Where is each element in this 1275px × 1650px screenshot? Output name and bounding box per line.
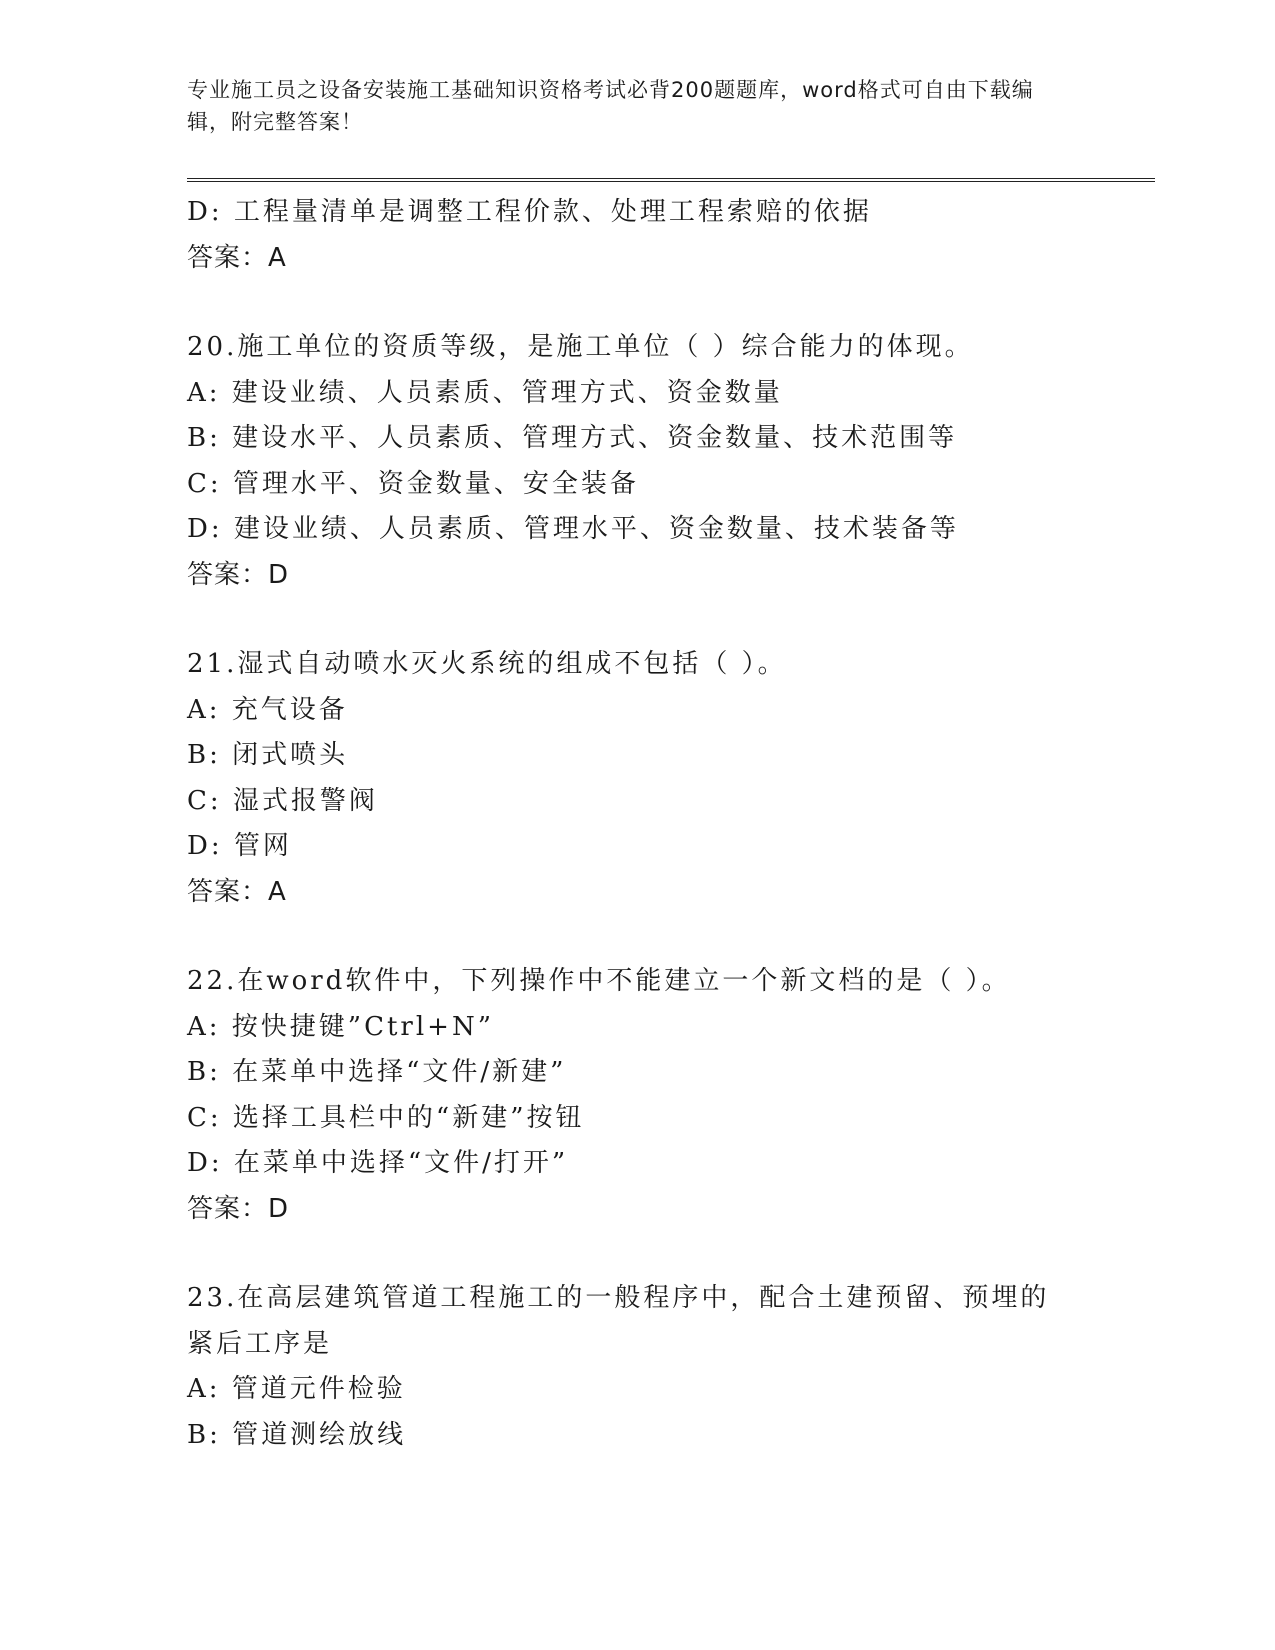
question-19-tail	[187, 190, 1155, 281]
option-a: A: 建设业绩、人员素质、管理方式、资金数量	[187, 377, 783, 408]
question-spacer	[187, 1232, 1155, 1276]
option-b: B: 在菜单中选择“文件/新建”	[187, 1057, 567, 1087]
header-divider	[187, 178, 1155, 182]
option-b: B: 闭式喷头	[187, 740, 349, 770]
option-c: C: 管理水平、资金数量、安全装备	[187, 468, 639, 499]
answer-label: 答案：D	[187, 559, 290, 590]
question-text: 22.在word软件中，下列操作中不能建立一个新文档的是（ ）。	[187, 966, 1011, 996]
question-22	[187, 959, 1155, 1232]
option-d: D: 在菜单中选择“文件/打开”	[187, 1148, 569, 1178]
option-d: D: 管网	[187, 831, 292, 861]
question-text: 23.在高层建筑管道工程施工的一般程序中，配合土建预留、预埋的紧后工序是	[187, 1283, 1050, 1359]
answer-label: 答案：A	[187, 242, 287, 273]
question-23	[187, 1276, 1155, 1458]
option-a: A: 按快捷键”Ctrl+N”	[187, 1011, 495, 1042]
question-text: 21.湿式自动喷水灭火系统的组成不包括（ ）。	[187, 649, 787, 679]
option-b: B: 管道测绘放线	[187, 1419, 407, 1450]
option-d: D: 建设业绩、人员素质、管理水平、资金数量、技术装备等	[187, 514, 959, 544]
option-a: A: 管道元件检验	[187, 1374, 406, 1404]
question-text: 20.施工单位的资质等级，是施工单位（ ）综合能力的体现。	[187, 332, 974, 362]
option-b: B: 建设水平、人员素质、管理方式、资金数量、技术范围等	[187, 423, 958, 453]
question-list	[187, 190, 1155, 1458]
option-a: A: 充气设备	[187, 694, 348, 725]
question-20	[187, 325, 1155, 598]
option-c: C: 湿式报警阀	[187, 785, 378, 816]
option-d: D: 工程量清单是调整工程价款、处理工程索赔的依据	[187, 197, 872, 227]
question-spacer	[187, 915, 1155, 959]
answer-label: 答案：D	[187, 1193, 290, 1224]
question-21	[187, 642, 1155, 915]
answer-label: 答案：A	[187, 876, 287, 907]
question-spacer	[187, 598, 1155, 642]
question-spacer	[187, 281, 1155, 325]
document-header: 专业施工员之设备安装施工基础知识资格考试必背200题题库，word格式可自由下载编辑，附完整答案！	[187, 78, 1034, 134]
option-c: C: 选择工具栏中的“新建”按钮	[187, 1102, 585, 1133]
